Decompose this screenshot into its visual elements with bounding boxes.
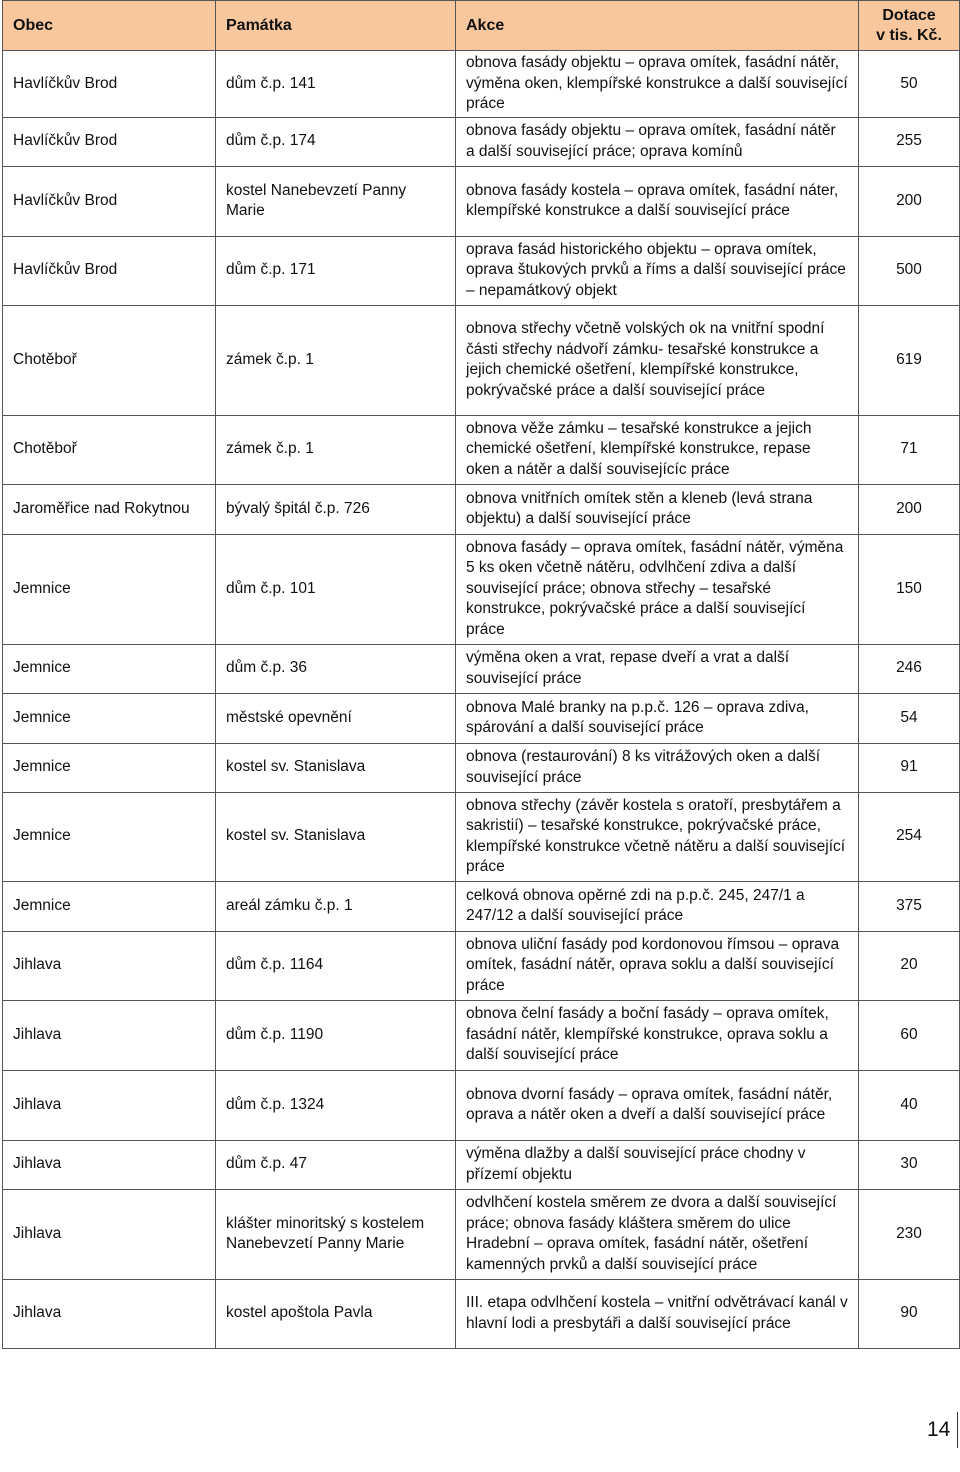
cell-obec: Jemnice	[3, 881, 216, 931]
table-row	[3, 881, 960, 931]
cell-obec: Jaroměřice nad Rokytnou	[3, 484, 216, 534]
cell-obec: Chotěboř	[3, 305, 216, 415]
cell-akce: obnova fasády objektu – oprava omítek, fasádní nátěr a další související práce; oprava komínů	[456, 117, 859, 166]
header-pamatka: Památka	[216, 1, 456, 51]
cell-pamatka: zámek č.p. 1	[216, 415, 456, 484]
cell-pamatka: klášter minoritský s kostelem Nanebevzetí Panny Marie	[216, 1189, 456, 1279]
cell-dotace: 375	[859, 881, 960, 931]
cell-obec: Jemnice	[3, 693, 216, 743]
cell-pamatka: kostel Nanebevzetí Panny Marie	[216, 166, 456, 236]
table-row	[3, 534, 960, 644]
cell-pamatka: bývalý špitál č.p. 726	[216, 484, 456, 534]
table-row	[3, 1140, 960, 1189]
cell-akce: výměna oken a vrat, repase dveří a vrat a další související práce	[456, 644, 859, 693]
table-body	[3, 51, 960, 1349]
table-row	[3, 644, 960, 693]
cell-akce: výměna dlažby a další související práce chodny v přízemí objektu	[456, 1140, 859, 1189]
cell-pamatka: městské opevnění	[216, 693, 456, 743]
cell-akce: obnova střechy (závěr kostela s oratoří, presbytářem a sakristií) – tesařské konstrukce, pokrývačské práce, klempířské konstrukce včetně nátěru a další související práce	[456, 792, 859, 881]
cell-dotace: 71	[859, 415, 960, 484]
cell-obec: Havlíčkův Brod	[3, 51, 216, 118]
table-header	[3, 1, 960, 51]
table-row	[3, 1000, 960, 1070]
cell-obec: Jemnice	[3, 534, 216, 644]
header-dotace-line2: v tis. Kč.	[876, 26, 942, 44]
cell-dotace: 91	[859, 743, 960, 792]
cell-dotace: 230	[859, 1189, 960, 1279]
cell-obec: Jihlava	[3, 1140, 216, 1189]
header-obec: Obec	[3, 1, 216, 51]
cell-dotace: 246	[859, 644, 960, 693]
cell-pamatka: dům č.p. 174	[216, 117, 456, 166]
table-row	[3, 484, 960, 534]
table-row	[3, 743, 960, 792]
cell-obec: Jemnice	[3, 743, 216, 792]
cell-akce: obnova čelní fasády a boční fasády – oprava omítek, fasádní nátěr, klempířské konstrukce, oprava soklu a další související práce	[456, 1000, 859, 1070]
cell-akce: obnova uliční fasády pod kordonovou římsou – oprava omítek, fasádní nátěr, oprava soklu a další související práce	[456, 931, 859, 1000]
cell-akce: obnova fasády objektu – oprava omítek, fasádní nátěr, výměna oken, klempířské konstrukce a další související práce	[456, 51, 859, 118]
cell-obec: Jihlava	[3, 1189, 216, 1279]
cell-dotace: 90	[859, 1279, 960, 1348]
cell-dotace: 500	[859, 236, 960, 305]
header-dotace-line1: Dotace	[882, 6, 936, 24]
cell-pamatka: dům č.p. 36	[216, 644, 456, 693]
cell-dotace: 200	[859, 484, 960, 534]
cell-akce: celková obnova opěrné zdi na p.p.č. 245, 247/1 a 247/12 a další související práce	[456, 881, 859, 931]
cell-dotace: 619	[859, 305, 960, 415]
cell-akce: odvlhčení kostela směrem ze dvora a další související práce; obnova fasády kláštera směrem do ulice Hradební – oprava omítek, fasádní nátěr, ošetření kamenných prvků a další související práce	[456, 1189, 859, 1279]
cell-obec: Chotěboř	[3, 415, 216, 484]
cell-pamatka: dům č.p. 47	[216, 1140, 456, 1189]
table-row	[3, 51, 960, 118]
header-akce: Akce	[456, 1, 859, 51]
cell-obec: Jemnice	[3, 792, 216, 881]
cell-akce: obnova věže zámku – tesařské konstrukce a jejich chemické ošetření, klempířské konstrukce, repase oken a nátěr a další souvisejícíc práce	[456, 415, 859, 484]
cell-obec: Jihlava	[3, 931, 216, 1000]
cell-dotace: 150	[859, 534, 960, 644]
cell-dotace: 50	[859, 51, 960, 118]
cell-obec: Jemnice	[3, 644, 216, 693]
cell-dotace: 255	[859, 117, 960, 166]
table-row	[3, 236, 960, 305]
cell-akce: obnova fasády – oprava omítek, fasádní nátěr, výměna 5 ks oken včetně nátěru, odvlhčení zdiva a další související práce; obnova střechy – tesařské konstrukce, pokrývačské práce a další související práce	[456, 534, 859, 644]
cell-pamatka: dům č.p. 171	[216, 236, 456, 305]
cell-pamatka: kostel apoštola Pavla	[216, 1279, 456, 1348]
cell-pamatka: areál zámku č.p. 1	[216, 881, 456, 931]
monuments-table	[2, 0, 960, 1349]
cell-akce: obnova fasády kostela – oprava omítek, fasádní náter, klempířské konstrukce a další související práce	[456, 166, 859, 236]
table-row	[3, 931, 960, 1000]
cell-pamatka: dům č.p. 141	[216, 51, 456, 118]
cell-pamatka: dům č.p. 1190	[216, 1000, 456, 1070]
cell-dotace: 20	[859, 931, 960, 1000]
cell-obec: Havlíčkův Brod	[3, 166, 216, 236]
table-row	[3, 792, 960, 881]
table-row	[3, 166, 960, 236]
cell-akce: obnova střechy včetně volských ok na vnitřní spodní části střechy nádvoří zámku- tesařské konstrukce a jejich chemické ošetření, klempířské konstrukce, pokrývačské práce a další související práce	[456, 305, 859, 415]
cell-pamatka: kostel sv. Stanislava	[216, 743, 456, 792]
header-dotace	[859, 1, 960, 51]
cell-dotace: 30	[859, 1140, 960, 1189]
cell-akce: III. etapa odvlhčení kostela – vnitřní odvětrávací kanál v hlavní lodi a presbytáři a další související práce	[456, 1279, 859, 1348]
cell-obec: Jihlava	[3, 1000, 216, 1070]
cell-akce: obnova dvorní fasády – oprava omítek, fasádní nátěr, oprava a nátěr oken a dveří a další související práce	[456, 1070, 859, 1140]
cell-pamatka: dům č.p. 1164	[216, 931, 456, 1000]
header-row	[3, 1, 960, 51]
table-row	[3, 1070, 960, 1140]
cell-obec: Havlíčkův Brod	[3, 236, 216, 305]
page-number-divider	[957, 1412, 958, 1448]
cell-pamatka: dům č.p. 101	[216, 534, 456, 644]
cell-obec: Jihlava	[3, 1279, 216, 1348]
cell-akce: oprava fasád historického objektu – oprava omítek, oprava štukových prvků a říms a další související práce – nepamátkový objekt	[456, 236, 859, 305]
cell-akce: obnova Malé branky na p.p.č. 126 – oprava zdiva, spárování a další související práce	[456, 693, 859, 743]
cell-dotace: 54	[859, 693, 960, 743]
cell-dotace: 60	[859, 1000, 960, 1070]
page-number: 14	[927, 1418, 951, 1441]
table-row	[3, 1279, 960, 1348]
cell-akce: obnova vnitřních omítek stěn a kleneb (levá strana objektu) a další související práce	[456, 484, 859, 534]
cell-dotace: 200	[859, 166, 960, 236]
cell-obec: Havlíčkův Brod	[3, 117, 216, 166]
cell-dotace: 40	[859, 1070, 960, 1140]
cell-pamatka: kostel sv. Stanislava	[216, 792, 456, 881]
table-row	[3, 305, 960, 415]
cell-obec: Jihlava	[3, 1070, 216, 1140]
table-row	[3, 415, 960, 484]
cell-pamatka: dům č.p. 1324	[216, 1070, 456, 1140]
table-row	[3, 1189, 960, 1279]
cell-pamatka: zámek č.p. 1	[216, 305, 456, 415]
cell-akce: obnova (restaurování) 8 ks vitrážových oken a další související práce	[456, 743, 859, 792]
table-row	[3, 693, 960, 743]
cell-dotace: 254	[859, 792, 960, 881]
table-row	[3, 117, 960, 166]
